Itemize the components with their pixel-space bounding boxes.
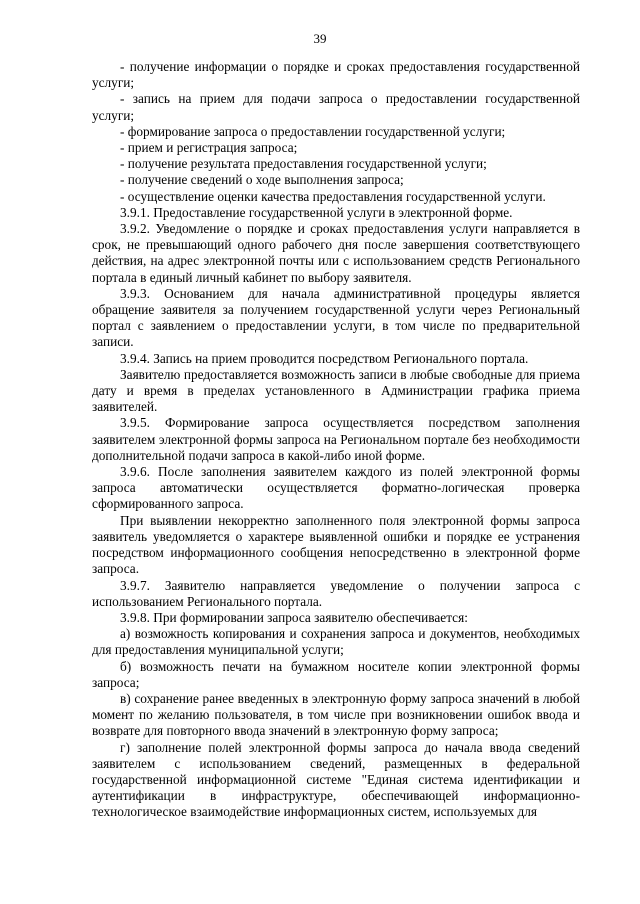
paragraph: 3.9.3. Основанием для начала административной процедуры является обращение заявителя за получением государственной услуги через Региональный портал с заявлением о предоставлении услуги, в том числе по предварительной записи. [92, 285, 580, 350]
paragraph: 3.9.4. Запись на прием проводится посредством Регионального портала. [120, 350, 529, 366]
paragraph: - прием и регистрация запроса; [120, 140, 298, 156]
paragraph: При выявлении некорректно заполненного поля электронной формы запроса заявитель уведомляется о характере выявленной ошибки и порядке ее устранения посредством информационного сообщения непосредственно в электронной форме запроса. [92, 512, 580, 577]
paragraph: 3.9.8. При формировании запроса заявителю обеспечивается: [120, 609, 468, 625]
paragraph: - получение информации о порядке и сроках предоставления государственной услуги; [92, 59, 580, 91]
paragraph: в) сохранение ранее введенных в электронную форму запроса значений в любой момент по желанию пользователя, в том числе при возникновении ошибок ввода и возврате для повторного ввода значений в электронную форму запроса; [92, 690, 580, 739]
paragraph: а) возможность копирования и сохранения запроса и документов, необходимых для предоставления муниципальной услуги; [92, 626, 580, 658]
paragraph: 3.9.7. Заявителю направляется уведомление о получении запроса с использованием Регионального портала. [92, 577, 580, 609]
paragraph: б) возможность печати на бумажном носителе копии электронной формы запроса; [92, 658, 580, 690]
paragraph: - осуществление оценки качества предоставления государственной услуги. [120, 188, 546, 204]
paragraph: 3.9.1. Предоставление государственной услуги в электронной форме. [120, 204, 513, 220]
paragraph: Заявителю предоставляется возможность записи в любые свободные для приема дату и время в пределах установленного в Администрации графика приема заявителей. [92, 366, 580, 415]
paragraph: - формирование запроса о предоставлении государственной услуги; [120, 123, 506, 139]
document-body [92, 59, 580, 821]
paragraph: - запись на прием для подачи запроса о предоставлении государственной услуги; [92, 91, 580, 123]
paragraph: 3.9.6. После заполнения заявителем каждого из полей электронной формы запроса автоматически осуществляется форматно-логическая проверка сформированного запроса. [92, 464, 580, 512]
paragraph: 3.9.5. Формирование запроса осуществляется посредством заполнения заявителем электронной формы запроса на Региональном портале без необходимости дополнительной подачи запроса в какой-либо иной форме. [92, 415, 580, 463]
paragraph: - получение сведений о ходе выполнения запроса; [120, 172, 404, 188]
page-number: 39 [313, 31, 327, 46]
paragraph: г) заполнение полей электронной формы запроса до начала ввода сведений заявителем с использованием сведений, размещенных в федеральной государственной информационной системе "Единая система идентификации и аутентификации в инфраструктуре, обеспечивающей информационно-технологическое взаимодействие информационных систем, используемых для [92, 739, 580, 820]
paragraph: 3.9.2. Уведомление о порядке и сроках предоставления услуги направляется в срок, не превышающий одного рабочего дня после завершения соответствующего действия, на адрес электронной почты или с использованием средств Регионального портала в единый личный кабинет по выбору заявителя. [92, 221, 580, 285]
paragraph: - получение результата предоставления государственной услуги; [120, 156, 487, 172]
